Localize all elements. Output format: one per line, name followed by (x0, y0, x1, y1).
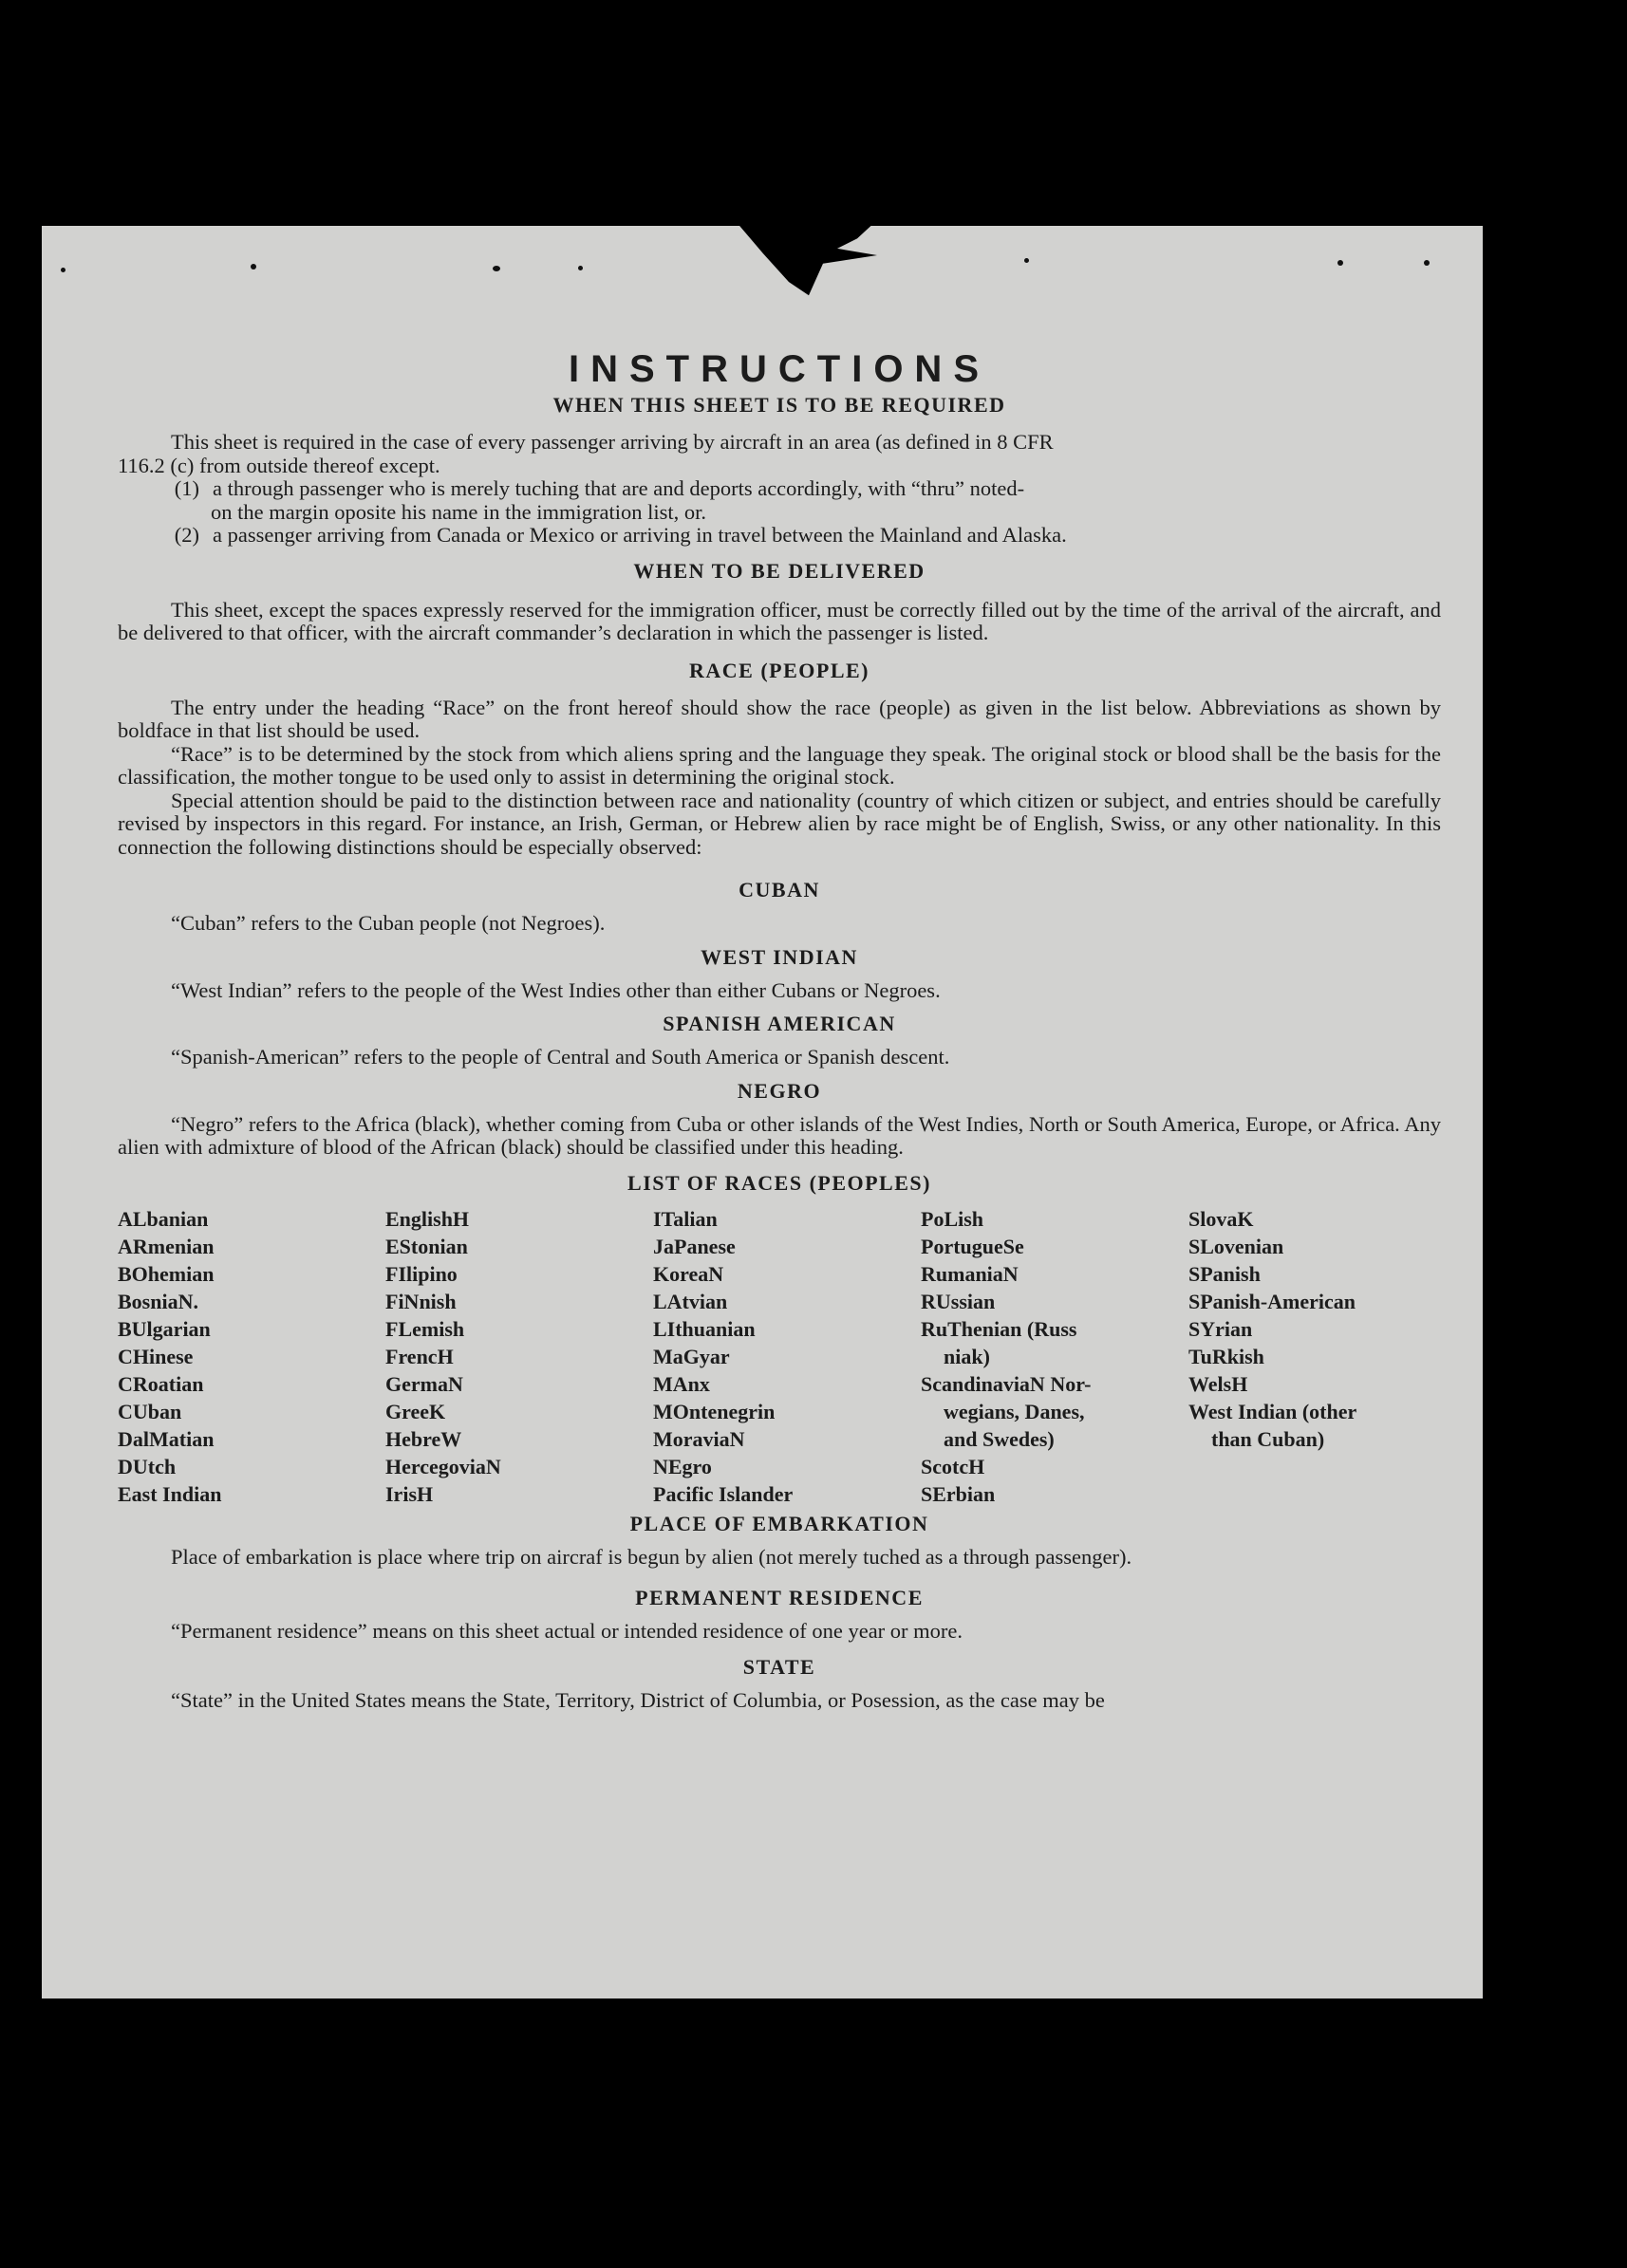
race-item: Pacific Islander (653, 1481, 794, 1506)
heading-when-delivered: WHEN TO BE DELIVERED (633, 558, 926, 583)
cuban-text: “Cuban” refers to the Cuban people (not Negroes). (171, 911, 606, 935)
race-item: MoraviaN (653, 1426, 745, 1451)
race-item: BosniaN. (118, 1289, 198, 1313)
item-text: a through passenger who is merely tuching that are and deports accordingly, with “thru” noted- (213, 476, 1025, 500)
race-list (118, 1205, 1441, 1508)
ink-speck (1337, 260, 1343, 266)
race-item: ARmenian (118, 1234, 215, 1258)
race-item: HercegoviaN (385, 1454, 501, 1478)
race-item: GreeK (385, 1399, 446, 1423)
heading-spanish-american: SPANISH AMERICAN (663, 1012, 896, 1035)
negro-text: “Negro” refers to the Africa (black), whether coming from Cuba or other islands of the West Indies, North or South America, Europe, or Africa. Any alien with admixture of blood of the African (black) should be classified under this heading. (118, 1111, 1441, 1159)
race-item: ScandinaviaN Nor- (921, 1371, 1092, 1396)
instruction-sheet (42, 226, 1483, 1998)
race-item: FIlipino (385, 1261, 458, 1286)
race-item: SLovenian (1188, 1234, 1284, 1258)
race-item: ITalian (653, 1206, 718, 1231)
race-item: SlovaK (1188, 1206, 1254, 1231)
race-item: FiNnish (385, 1289, 457, 1313)
race-item: PoLish (921, 1206, 984, 1231)
heading-permanent-residence: PERMANENT RESIDENCE (635, 1586, 924, 1609)
race-column-3 (653, 1205, 921, 1508)
exception-item-1 (118, 477, 1441, 501)
race-item: FLemish (385, 1316, 465, 1341)
race-item: ALbanian (118, 1206, 209, 1231)
race-paragraph-3: Special attention should be paid to the distinction between race and nationality (country of which citizen or subject, and entries should be carefully revised by inspectors in this regard. For instance, an Irish, German, or Hebrew alien by race might be of English, Swiss, or any other nationality. In this connection the following distinctions should be especially observed: (118, 788, 1441, 859)
item-text: a passenger arriving from Canada or Mexico or arriving in travel between the Mainland and Alaska. (213, 523, 1067, 547)
race-item: wegians, Danes, (944, 1399, 1085, 1423)
race-item: PortugueSe (921, 1234, 1024, 1258)
race-item: SPanish-American (1188, 1289, 1356, 1313)
heading-list-of-races: LIST OF RACES (PEOPLES) (627, 1170, 931, 1195)
race-item: MOntenegrin (653, 1399, 776, 1423)
race-item: TuRkish (1188, 1344, 1264, 1368)
state-text: “State” in the United States means the State, Territory, District of Columbia, or Posession, as the case may be (171, 1687, 1105, 1712)
when-delivered-text: This sheet, except the spaces expressly reserved for the immigration officer, must be correctly filled out by the time of the arrival of the aircraft, and be delivered to that officer, with the aircraft commander’s declaration in which the passenger is listed. (118, 597, 1441, 644)
ink-speck (1424, 260, 1430, 266)
race-item: than Cuban) (1211, 1426, 1325, 1451)
heading-race: RACE (PEOPLE) (689, 658, 870, 682)
embarkation-text: Place of embarkation is place where trip on aircraf is begun by alien (not merely tuched as a through passenger). (171, 1544, 1132, 1569)
race-item: SYrian (1188, 1316, 1253, 1341)
spanish-american-text: “Spanish-American” refers to the people of Central and South America or Spanish descent. (171, 1045, 950, 1069)
west-indian-text: “West Indian” refers to the people of the West Indies other than either Cubans or Negroes. (171, 977, 941, 1002)
race-paragraph-2: “Race” is to be determined by the stock from which aliens spring and the language they speak. The original stock or blood shall be the basis for the classification, the mother tongue to be used only to assist in determining the original stock. (118, 741, 1441, 789)
permanent-residence-text: “Permanent residence” means on this sheet actual or intended residence of one year or more. (171, 1619, 963, 1643)
torn-corner (735, 220, 877, 304)
race-item: SPanish (1188, 1261, 1261, 1286)
race-item: CUban (118, 1399, 182, 1423)
race-item: West Indian (other (1188, 1399, 1357, 1423)
race-item: LAtvian (653, 1289, 728, 1313)
race-item: HebreW (385, 1426, 462, 1451)
race-item: CRoatian (118, 1371, 204, 1396)
race-item: niak) (944, 1344, 990, 1368)
race-item: East Indian (118, 1481, 222, 1506)
race-item: NEgro (653, 1454, 712, 1478)
race-paragraph-1: The entry under the heading “Race” on the front hereof should show the race (people) as given in the list below. Abbreviations as shown by boldface in that list should be used. (118, 695, 1441, 742)
heading-embarkation: PLACE OF EMBARKATION (629, 1511, 929, 1535)
race-item: EStonian (385, 1234, 468, 1258)
race-item: KoreaN (653, 1261, 724, 1286)
ink-speck (1024, 258, 1029, 263)
race-item: LIthuanian (653, 1316, 756, 1341)
race-item: MAnx (653, 1371, 710, 1396)
race-item: RUssian (921, 1289, 996, 1313)
race-item: CHinese (118, 1344, 194, 1368)
when-required-intro: This sheet is required in the case of every passenger arriving by aircraft in an area (as defined in 8 CFR (171, 430, 1054, 454)
race-item: FrencH (385, 1344, 454, 1368)
race-column-4 (921, 1205, 1188, 1508)
race-item: and Swedes) (944, 1426, 1055, 1451)
race-item: DUtch (118, 1454, 177, 1478)
race-item: SErbian (921, 1481, 996, 1506)
heading-cuban: CUBAN (739, 878, 820, 902)
heading-negro: NEGRO (737, 1078, 822, 1103)
race-item: EnglishH (385, 1206, 470, 1231)
item-text: on the margin oposite his name in the immigration list, or. (211, 499, 707, 524)
race-item: BUlgarian (118, 1316, 211, 1341)
when-required-intro-cont: 116.2 (c) from outside thereof except. (118, 453, 440, 477)
ink-speck (61, 268, 65, 272)
race-item: RuThenian (Russ (921, 1316, 1077, 1341)
race-column-1 (118, 1205, 385, 1508)
race-item: RumaniaN (921, 1261, 1019, 1286)
exception-item-2 (118, 524, 1441, 548)
item-number: (2) (174, 523, 199, 547)
race-item: DalMatian (118, 1426, 215, 1451)
item-number: (1) (174, 476, 199, 500)
race-item: WelsH (1188, 1371, 1248, 1396)
exception-item-1-cont (118, 501, 1441, 525)
heading-west-indian: WEST INDIAN (701, 944, 858, 969)
ink-speck (251, 264, 256, 270)
heading-state: STATE (742, 1654, 816, 1679)
race-column-5 (1188, 1205, 1456, 1508)
race-item: JaPanese (653, 1234, 736, 1258)
page-title: INSTRUCTIONS (569, 348, 990, 390)
race-item: ScotcH (921, 1454, 985, 1478)
race-item: MaGyar (653, 1344, 730, 1368)
race-item: GermaN (385, 1371, 463, 1396)
race-item: BOhemian (118, 1261, 215, 1286)
race-item: IrisH (385, 1481, 434, 1506)
ink-speck (493, 266, 500, 271)
ink-speck (578, 266, 583, 270)
race-column-2 (385, 1205, 653, 1508)
heading-when-required: WHEN THIS SHEET IS TO BE REQUIRED (552, 393, 1006, 417)
